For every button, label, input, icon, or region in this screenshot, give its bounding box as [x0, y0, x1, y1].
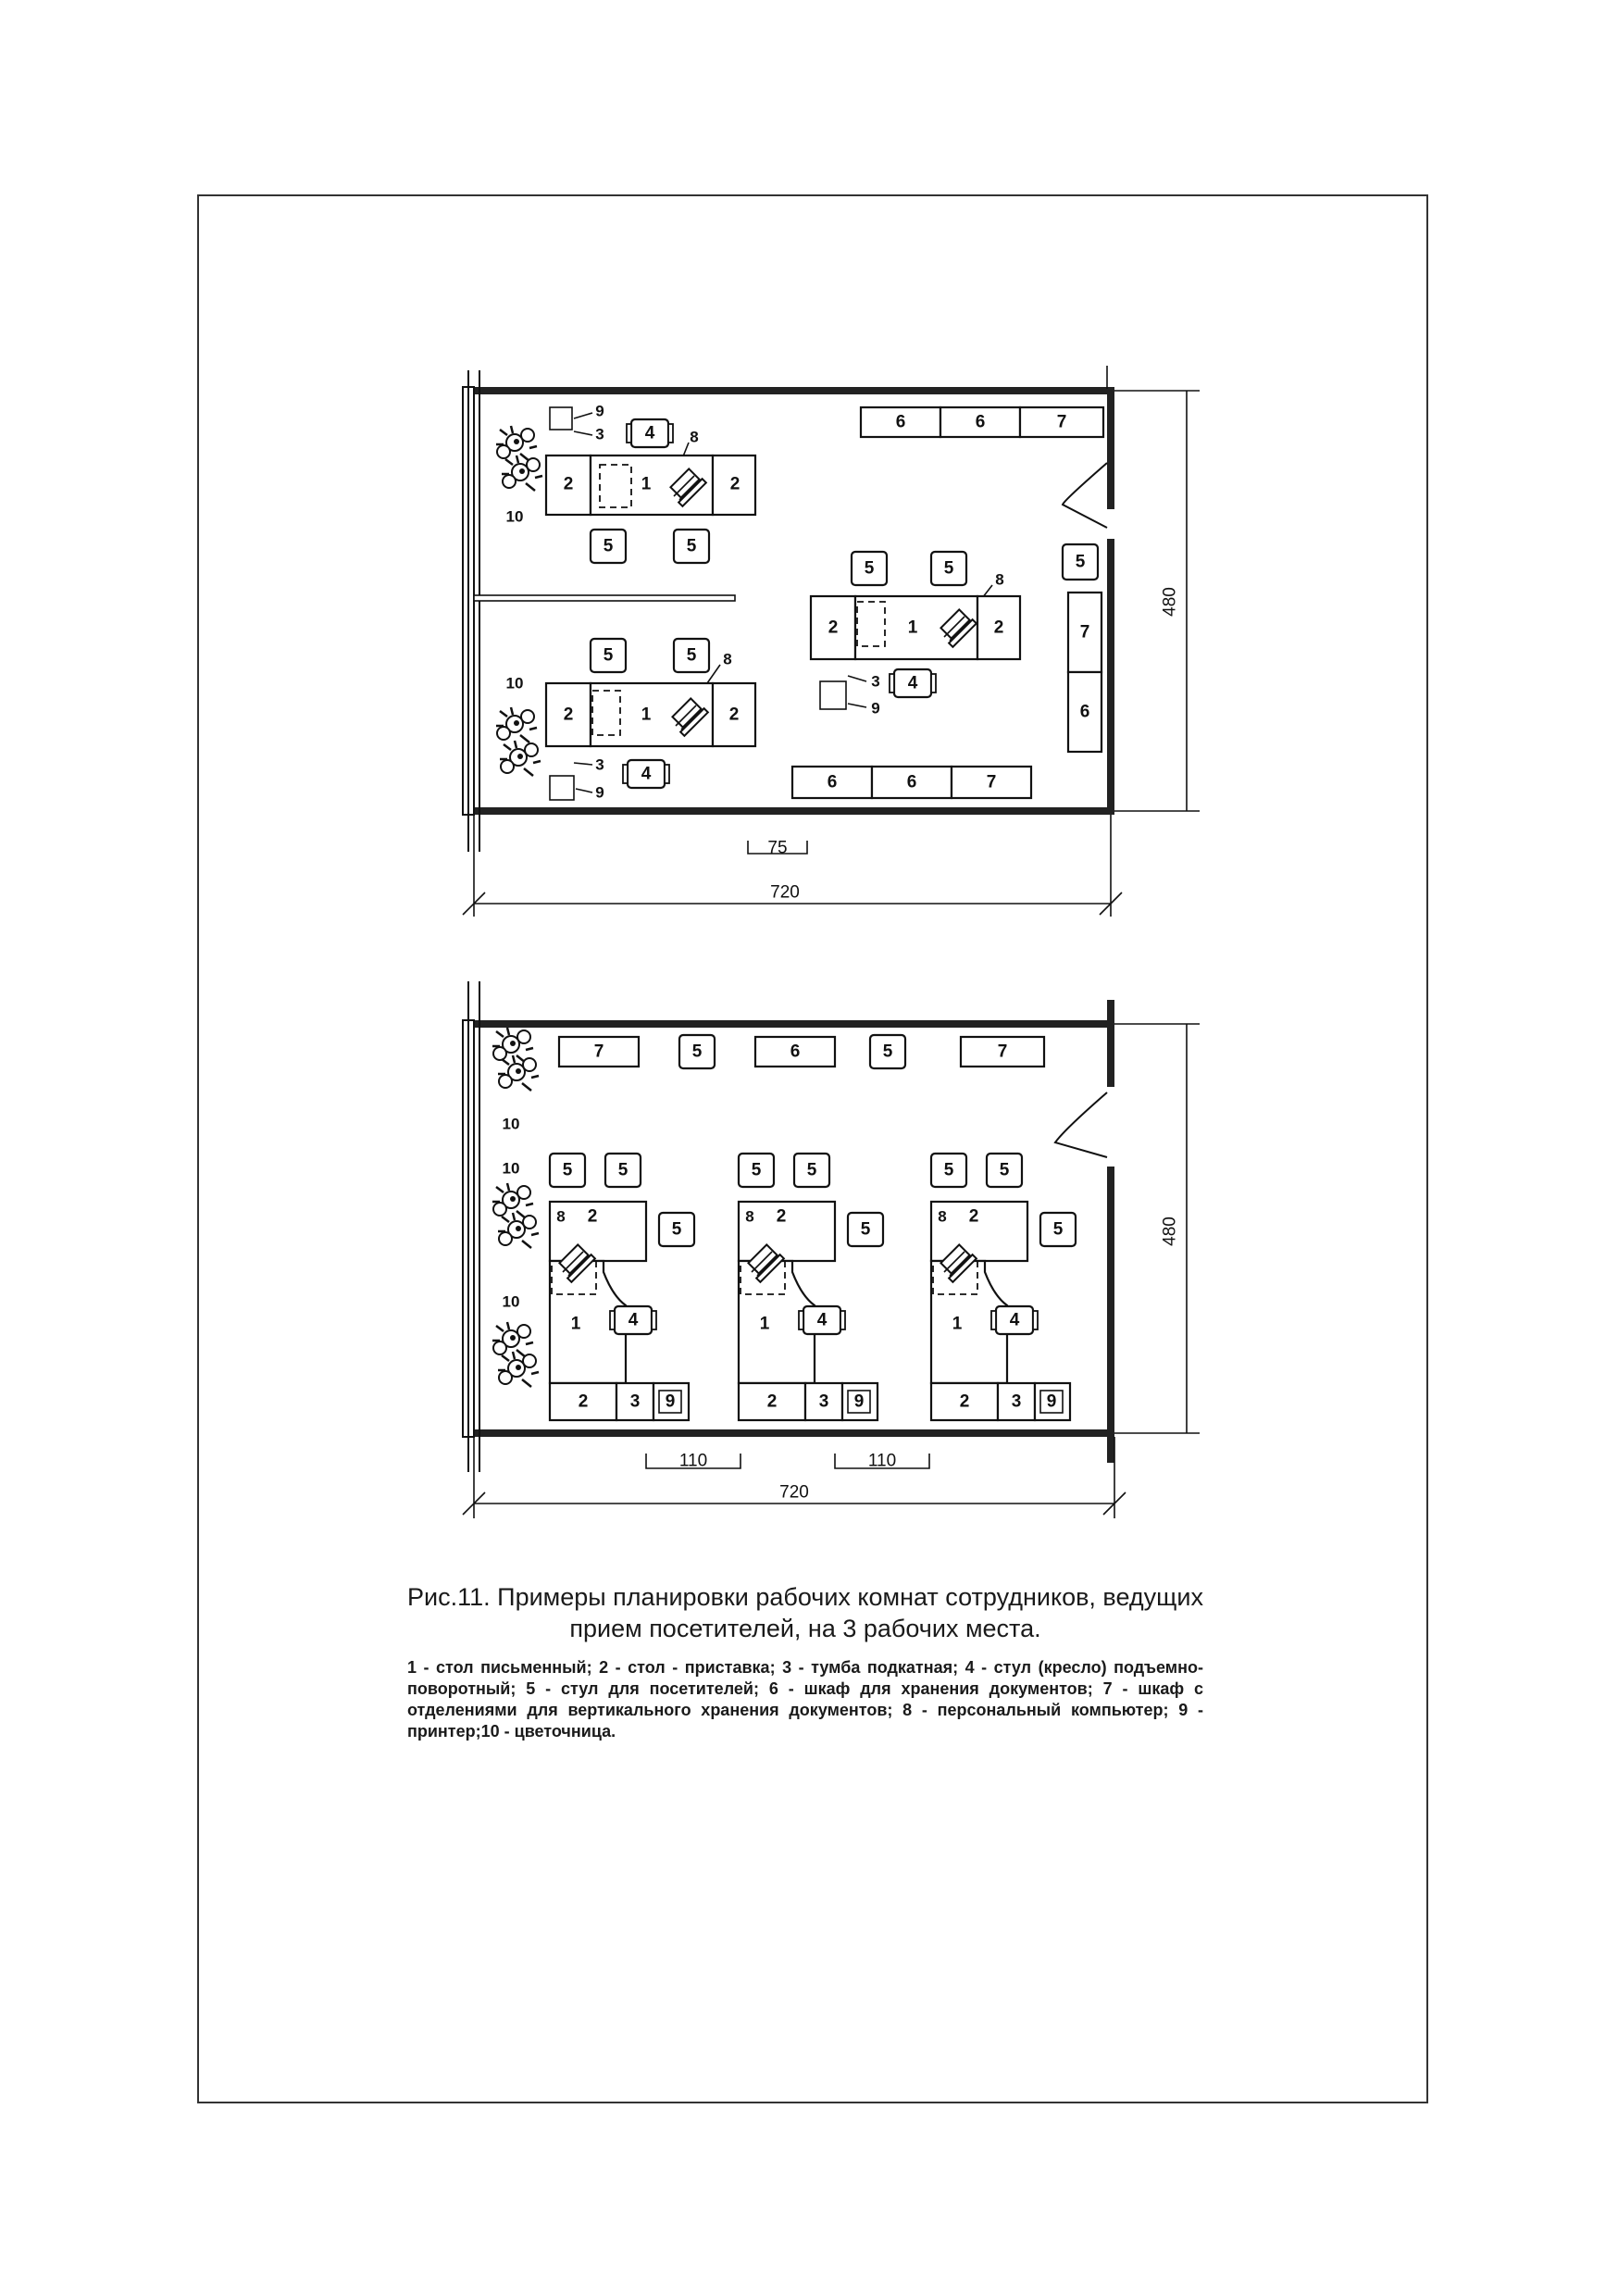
- pedestal-label: 3: [818, 1391, 829, 1412]
- pedestal-label: 3: [595, 425, 604, 443]
- desk-label: 1: [570, 1314, 581, 1334]
- visitor-chair-1-label: 5: [603, 645, 614, 666]
- visitor-chair-1-label: 5: [751, 1160, 762, 1180]
- desk-label: 1: [641, 474, 652, 494]
- printer-label: 9: [871, 699, 880, 718]
- visitor-chair-2-label: 5: [999, 1160, 1010, 1180]
- printer-label: 9: [853, 1391, 865, 1412]
- top-row-furniture: [559, 1035, 1044, 1068]
- cabinets-top: [861, 407, 1103, 437]
- printer-label: 9: [595, 783, 604, 802]
- printer: [820, 681, 846, 709]
- extension-right-label: 2: [729, 474, 741, 494]
- visitor-chair-2-label: 5: [686, 536, 697, 556]
- chair-label: 4: [1009, 1310, 1020, 1330]
- cabinet-7-label: 7: [1056, 412, 1067, 432]
- pedestal-label: 3: [629, 1391, 641, 1412]
- dimension-partition: [748, 839, 807, 858]
- cabinet-7-label: 7: [593, 1042, 604, 1062]
- extension-bottom-label: 2: [578, 1391, 589, 1412]
- chair-label: 4: [628, 1310, 639, 1330]
- door-visitor-chair-label: 5: [1075, 552, 1086, 572]
- right-cabinet-7-label: 7: [1079, 622, 1090, 643]
- cabinet-7-label: 7: [997, 1042, 1008, 1062]
- printer-label: 9: [595, 402, 604, 420]
- door-swing: [1055, 1092, 1107, 1157]
- visitor-chair-2-label: 5: [806, 1160, 817, 1180]
- wall-right-upper: [1107, 1000, 1114, 1087]
- extension-left-label: 2: [563, 705, 574, 725]
- printer-label: 9: [1046, 1391, 1057, 1412]
- dimension-width-label: 720: [770, 882, 800, 903]
- chair-label: 4: [907, 673, 918, 693]
- extension-label: 2: [587, 1206, 598, 1227]
- pedestal-label: 3: [871, 672, 880, 691]
- extension-label: 2: [776, 1206, 787, 1227]
- visitor-chair-2-label: 5: [617, 1160, 629, 1180]
- visitor-chair-side-label: 5: [671, 1219, 682, 1240]
- visitor-chair-1-label: 5: [943, 1160, 954, 1180]
- pc-label: 8: [745, 1207, 754, 1226]
- extension-left-label: 2: [563, 474, 574, 494]
- cabinet-6b-label: 6: [975, 412, 986, 432]
- cabinets-bottom: [792, 767, 1031, 798]
- flower-label: 10: [502, 1159, 520, 1178]
- dimension-partition-label: 75: [767, 838, 788, 858]
- wall-top: [463, 387, 1111, 394]
- chair-label: 4: [641, 764, 652, 784]
- extension-right-label: 2: [993, 618, 1004, 638]
- partition-wall: [474, 595, 735, 601]
- door-swing: [1063, 463, 1107, 528]
- dimension-width-label: 720: [779, 1482, 809, 1503]
- cabinet-6-label: 6: [895, 412, 906, 432]
- cabinet-6-label: 6: [790, 1042, 801, 1062]
- wall-bottom: [463, 807, 1111, 815]
- visitor-chair-label: 5: [691, 1042, 703, 1062]
- dimension-width: [463, 815, 1122, 917]
- pc-label: 8: [995, 570, 1004, 589]
- pc-label: 8: [723, 650, 732, 668]
- pc-label: 8: [556, 1207, 566, 1226]
- workstation-bottom-left: [496, 639, 755, 802]
- desk-label: 1: [907, 618, 918, 638]
- visitor-chair-side-label: 5: [1052, 1219, 1064, 1240]
- plan2-workstation-2: [739, 1154, 883, 1420]
- workstation-top-left: [496, 403, 755, 564]
- pc-label: 8: [690, 428, 699, 446]
- visitor-chair-1-label: 5: [562, 1160, 573, 1180]
- visitor-chair-2-label: 5: [686, 645, 697, 666]
- cabinet-7-label: 7: [986, 772, 997, 792]
- dimension-height: [1114, 391, 1200, 811]
- pedestal-label: 3: [1011, 1391, 1022, 1412]
- extension-bottom-label: 2: [766, 1391, 778, 1412]
- dimension-height-label: 480: [1160, 1217, 1180, 1246]
- cabinet-6-label: 6: [827, 772, 838, 792]
- printer: [550, 776, 574, 800]
- plan2-workstation-3: [931, 1154, 1076, 1420]
- figure-caption: [407, 1581, 1203, 1742]
- wall-top: [463, 1020, 1111, 1028]
- chair-label: 4: [816, 1310, 828, 1330]
- flower-label: 10: [502, 1115, 520, 1133]
- visitor-chair-label: 5: [882, 1042, 893, 1062]
- wall-right-lower: [1107, 1167, 1114, 1463]
- flower-stands: [492, 1028, 539, 1387]
- extension-bottom-label: 2: [959, 1391, 970, 1412]
- printer-label: 9: [665, 1391, 676, 1412]
- wall-right-lower: [1107, 539, 1114, 815]
- desk-label: 1: [952, 1314, 963, 1334]
- dimension-height-label: 480: [1160, 587, 1180, 617]
- flower-label: 10: [505, 507, 524, 526]
- desk-label: 1: [641, 705, 652, 725]
- right-cabinet-6-label: 6: [1079, 702, 1090, 722]
- plan-1: [463, 366, 1200, 917]
- extension-left-label: 2: [828, 618, 839, 638]
- dimension-gap-1-label: 110: [678, 1451, 708, 1471]
- pc-label: 8: [938, 1207, 947, 1226]
- caption-title: Рис.11. Примеры планировки рабочих комнат сотрудников, ведущих прием посетителей, на 3 рабочих места.: [407, 1583, 1203, 1642]
- visitor-chair-2-label: 5: [943, 558, 954, 579]
- caption-legend: 1 - стол письменный; 2 - стол - приставка; 3 - тумба подкатная; 4 - стул (кресло) подъемно-поворотный; 5 - стул для посетителей; 6 - шкаф для хранения документов; 7 - шкаф с отделениями для вертикального хранения документов; 8 - персональный компьютер; 9 - принтер;10 - цветочница.: [407, 1658, 1203, 1741]
- printer: [550, 407, 572, 430]
- visitor-chair-side-label: 5: [860, 1219, 871, 1240]
- wall-bottom: [463, 1429, 1111, 1437]
- extension-right-label: 2: [728, 705, 740, 725]
- chair-label: 4: [644, 423, 655, 443]
- dimension-gap-2-label: 110: [867, 1451, 897, 1471]
- visitor-chair-1-label: 5: [603, 536, 614, 556]
- pedestal-label: 3: [595, 755, 604, 774]
- extension-label: 2: [968, 1206, 979, 1227]
- flower-label: 10: [505, 674, 524, 693]
- desk-label: 1: [759, 1314, 770, 1334]
- workstation-center: [811, 552, 1020, 718]
- flower-label: 10: [502, 1292, 520, 1311]
- wall-right-upper: [1107, 387, 1114, 509]
- visitor-chair-1-label: 5: [864, 558, 875, 579]
- plan2-workstation-1: [550, 1154, 694, 1420]
- cabinet-6b-label: 6: [906, 772, 917, 792]
